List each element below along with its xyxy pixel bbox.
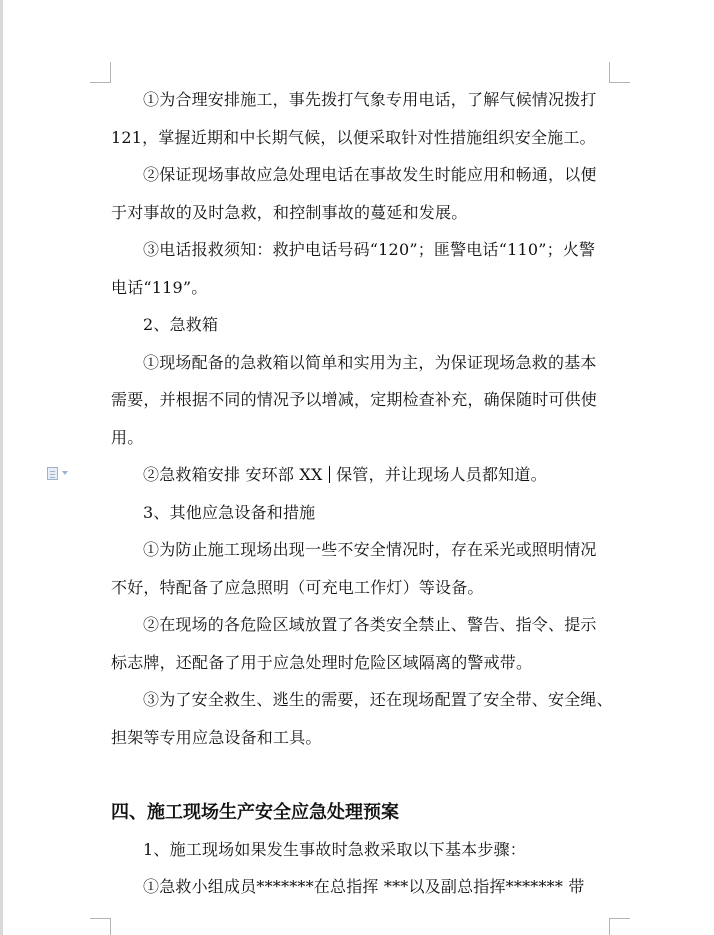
chevron-down-icon <box>62 471 68 475</box>
crop-mark-top-left <box>90 62 111 83</box>
crop-mark-bottom-right <box>609 918 630 935</box>
text-line[interactable]: ③为了安全救生、逃生的需要，还在现场配置了安全带、安全绳、 <box>143 690 613 709</box>
text-line[interactable]: ②在现场的各危险区域放置了各类安全禁止、警告、指令、提示 <box>143 615 597 634</box>
text-line-with-cursor[interactable] <box>143 465 547 485</box>
text-line[interactable]: ①为合理安排施工，事先拨打气象专用电话，了解气候情况拨打 <box>143 90 597 109</box>
paragraph-menu-button[interactable] <box>47 464 75 482</box>
crop-mark-top-right <box>609 62 630 83</box>
text-line[interactable]: ①急救小组成员*******在总指挥 ***以及副总指挥******* 带 <box>143 877 585 896</box>
text-line[interactable]: 电话“119”。 <box>111 278 208 297</box>
text-line[interactable]: 用。 <box>111 428 144 447</box>
text-line[interactable]: 3、其他应急设备和措施 <box>143 503 316 522</box>
text-line[interactable]: 标志牌，还配备了用于应急处理时危险区域隔离的警戒带。 <box>111 653 533 672</box>
crop-mark-bottom-left <box>90 918 111 935</box>
text-line[interactable]: 2、急救箱 <box>143 315 219 334</box>
text-line[interactable]: 121，掌握近期和中长期气候，以便采取针对性措施组织安全施工。 <box>111 128 596 147</box>
text-cursor <box>329 466 330 483</box>
page-left-edge <box>0 0 3 935</box>
text-line[interactable]: 需要，并根据不同的情况予以增减，定期检查补充，确保随时可供使 <box>111 390 598 409</box>
text-line[interactable]: ②保证现场事故应急处理电话在事故发生时能应用和畅通，以便 <box>143 165 597 184</box>
document-icon <box>47 467 58 480</box>
section-heading[interactable]: 四、施工现场生产安全应急处理预案 <box>111 802 399 823</box>
text-line[interactable]: 1、施工现场如果发生事故时急救采取以下基本步骤： <box>143 840 526 859</box>
text-line[interactable]: 于对事故的及时急救，和控制事故的蔓延和发展。 <box>111 203 468 222</box>
text-line[interactable]: ①现场配备的急救箱以简单和实用为主，为保证现场急救的基本 <box>143 353 597 372</box>
text-line[interactable]: 担架等专用应急设备和工具。 <box>111 728 322 747</box>
text-segment: XX <box>299 465 323 484</box>
text-line[interactable]: ①为防止施工现场出现一些不安全情况时，存在采光或照明情况 <box>143 540 597 559</box>
text-line[interactable]: ③电话报救须知：救护电话号码“120”；匪警电话“110”；火警 <box>143 240 596 259</box>
text-segment: ②急救箱安排 安环部 <box>143 465 295 484</box>
text-segment: 保管，并让现场人员都知道。 <box>336 465 547 484</box>
text-line[interactable]: 不好，特配备了应急照明（可充电工作灯）等设备。 <box>111 578 484 597</box>
